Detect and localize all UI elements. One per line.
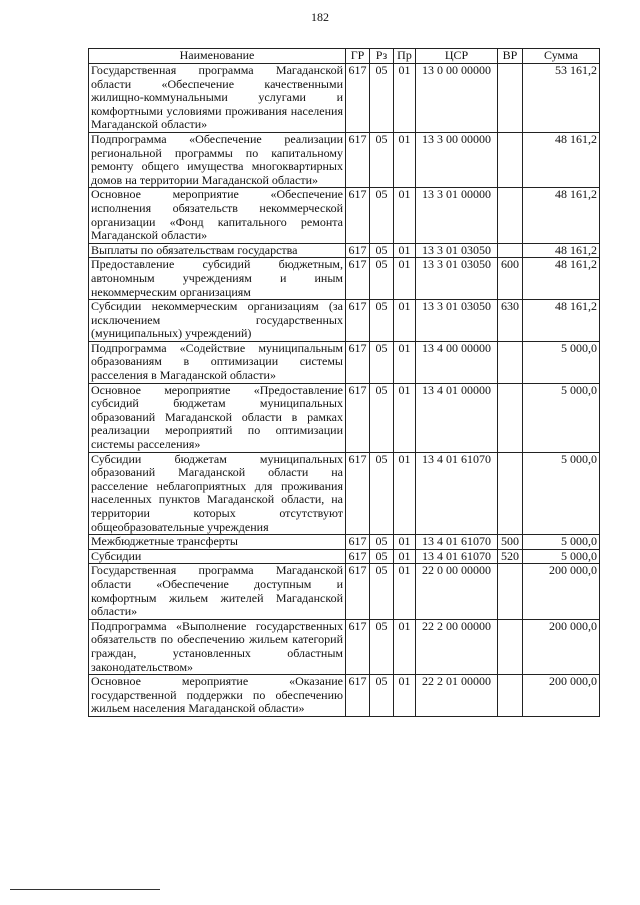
cell-rz: 05 xyxy=(370,619,394,674)
cell-name: Основное мероприятие «Оказание государственной поддержки по обеспечению жильем населения Магаданской области» xyxy=(89,675,346,717)
cell-vr xyxy=(498,132,523,187)
cell-pr: 01 xyxy=(394,188,416,243)
cell-sum: 200 000,0 xyxy=(523,619,600,674)
cell-rz: 05 xyxy=(370,132,394,187)
page-number: 182 xyxy=(311,10,329,24)
table-body xyxy=(89,64,600,717)
cell-name: Предоставление субсидий бюджетным, автономным учреждениям и иным некоммерческим организациям xyxy=(89,258,346,300)
header-sum: Сумма xyxy=(523,49,600,64)
cell-pr: 01 xyxy=(394,619,416,674)
cell-csr: 22 2 01 00000 xyxy=(416,675,498,717)
header-csr: ЦСР xyxy=(416,49,498,64)
cell-csr: 22 2 00 00000 xyxy=(416,619,498,674)
cell-vr xyxy=(498,383,523,452)
table-row xyxy=(89,535,600,550)
header-vr: ВР xyxy=(498,49,523,64)
cell-name: Основное мероприятие «Обеспечение исполнения обязательств некоммерческой организации «Фонд капитального ремонта Магаданской области» xyxy=(89,188,346,243)
cell-vr xyxy=(498,341,523,383)
cell-gr: 617 xyxy=(346,243,370,258)
table-row xyxy=(89,383,600,452)
cell-name: Государственная программа Магаданской области «Обеспечение качественными жилищно-коммунальными услугами и комфортными условиями проживания населения Магаданской области» xyxy=(89,64,346,133)
table-header-row xyxy=(89,49,600,64)
cell-rz: 05 xyxy=(370,258,394,300)
cell-name: Подпрограмма «Выполнение государственных обязательств по обеспечению жильем категорий граждан, установленных областным законодательством» xyxy=(89,619,346,674)
cell-pr: 01 xyxy=(394,132,416,187)
cell-csr: 13 0 00 00000 xyxy=(416,64,498,133)
cell-rz: 05 xyxy=(370,188,394,243)
cell-csr: 13 3 01 03050 xyxy=(416,243,498,258)
cell-gr: 617 xyxy=(346,675,370,717)
cell-gr: 617 xyxy=(346,535,370,550)
header-pr: Пр xyxy=(394,49,416,64)
cell-vr xyxy=(498,619,523,674)
table-row xyxy=(89,64,600,133)
cell-pr: 01 xyxy=(394,258,416,300)
cell-sum: 5 000,0 xyxy=(523,549,600,564)
cell-sum: 200 000,0 xyxy=(523,675,600,717)
cell-rz: 05 xyxy=(370,535,394,550)
cell-csr: 13 4 01 61070 xyxy=(416,549,498,564)
cell-vr xyxy=(498,64,523,133)
cell-gr: 617 xyxy=(346,188,370,243)
cell-sum: 5 000,0 xyxy=(523,535,600,550)
table-row xyxy=(89,188,600,243)
cell-csr: 13 3 01 03050 xyxy=(416,300,498,342)
cell-pr: 01 xyxy=(394,341,416,383)
cell-sum: 5 000,0 xyxy=(523,383,600,452)
cell-rz: 05 xyxy=(370,243,394,258)
budget-table xyxy=(88,48,600,717)
cell-vr: 600 xyxy=(498,258,523,300)
table-row xyxy=(89,132,600,187)
cell-rz: 05 xyxy=(370,341,394,383)
cell-vr: 520 xyxy=(498,549,523,564)
cell-pr: 01 xyxy=(394,675,416,717)
cell-gr: 617 xyxy=(346,341,370,383)
cell-vr xyxy=(498,452,523,535)
cell-pr: 01 xyxy=(394,564,416,619)
cell-rz: 05 xyxy=(370,675,394,717)
cell-csr: 13 3 01 00000 xyxy=(416,188,498,243)
cell-name: Подпрограмма «Обеспечение реализации региональной программы по капитальному ремонту общего имущества многоквартирных домов на территории Магаданской области» xyxy=(89,132,346,187)
header-gr: ГР xyxy=(346,49,370,64)
table-row xyxy=(89,619,600,674)
cell-rz: 05 xyxy=(370,452,394,535)
cell-sum: 53 161,2 xyxy=(523,64,600,133)
cell-pr: 01 xyxy=(394,549,416,564)
cell-sum: 5 000,0 xyxy=(523,452,600,535)
cell-vr xyxy=(498,243,523,258)
table-row xyxy=(89,300,600,342)
cell-csr: 13 4 01 00000 xyxy=(416,383,498,452)
cell-name: Субсидии бюджетам муниципальных образований Магаданской области на расселение неблагоприятных для проживания населенных пунктов Магаданской области, на территории которых отсутствуют общеобразовательные учреждения xyxy=(89,452,346,535)
cell-csr: 22 0 00 00000 xyxy=(416,564,498,619)
cell-name: Субсидии некоммерческим организациям (за исключением государственных (муниципальных) учреждений) xyxy=(89,300,346,342)
cell-vr xyxy=(498,564,523,619)
table-row xyxy=(89,675,600,717)
table-row xyxy=(89,243,600,258)
cell-gr: 617 xyxy=(346,549,370,564)
cell-gr: 617 xyxy=(346,564,370,619)
cell-rz: 05 xyxy=(370,549,394,564)
cell-rz: 05 xyxy=(370,383,394,452)
cell-sum: 48 161,2 xyxy=(523,188,600,243)
cell-vr: 500 xyxy=(498,535,523,550)
table-row xyxy=(89,452,600,535)
cell-gr: 617 xyxy=(346,619,370,674)
table-row xyxy=(89,258,600,300)
cell-vr: 630 xyxy=(498,300,523,342)
cell-gr: 617 xyxy=(346,452,370,535)
cell-pr: 01 xyxy=(394,383,416,452)
cell-sum: 48 161,2 xyxy=(523,300,600,342)
cell-sum: 48 161,2 xyxy=(523,258,600,300)
cell-gr: 617 xyxy=(346,300,370,342)
cell-csr: 13 4 01 61070 xyxy=(416,535,498,550)
cell-pr: 01 xyxy=(394,243,416,258)
cell-gr: 617 xyxy=(346,383,370,452)
cell-rz: 05 xyxy=(370,64,394,133)
cell-name: Выплаты по обязательствам государства xyxy=(89,243,346,258)
table-row xyxy=(89,549,600,564)
cell-pr: 01 xyxy=(394,64,416,133)
cell-sum: 48 161,2 xyxy=(523,132,600,187)
cell-rz: 05 xyxy=(370,564,394,619)
cell-csr: 13 4 01 61070 xyxy=(416,452,498,535)
cell-csr: 13 4 00 00000 xyxy=(416,341,498,383)
cell-sum: 5 000,0 xyxy=(523,341,600,383)
cell-pr: 01 xyxy=(394,452,416,535)
cell-pr: 01 xyxy=(394,535,416,550)
table-row xyxy=(89,564,600,619)
cell-rz: 05 xyxy=(370,300,394,342)
cell-gr: 617 xyxy=(346,64,370,133)
cell-pr: 01 xyxy=(394,300,416,342)
cell-csr: 13 3 00 00000 xyxy=(416,132,498,187)
cell-sum: 200 000,0 xyxy=(523,564,600,619)
cell-name: Подпрограмма «Содействие муниципальным образованиям в оптимизации системы расселения в Магаданской области» xyxy=(89,341,346,383)
cell-name: Субсидии xyxy=(89,549,346,564)
cell-csr: 13 3 01 03050 xyxy=(416,258,498,300)
footer-divider xyxy=(10,889,160,890)
header-rz: Рз xyxy=(370,49,394,64)
cell-vr xyxy=(498,188,523,243)
cell-sum: 48 161,2 xyxy=(523,243,600,258)
table-row xyxy=(89,341,600,383)
cell-gr: 617 xyxy=(346,132,370,187)
cell-name: Государственная программа Магаданской области «Обеспечение доступным и комфортным жильем жителей Магаданской области» xyxy=(89,564,346,619)
cell-gr: 617 xyxy=(346,258,370,300)
cell-name: Основное мероприятие «Предоставление субсидий бюджетам муниципальных образований Магаданской области в рамках реализации мероприятий по оптимизации системы расселения» xyxy=(89,383,346,452)
cell-vr xyxy=(498,675,523,717)
cell-name: Межбюджетные трансферты xyxy=(89,535,346,550)
header-name: Наименование xyxy=(89,49,346,64)
